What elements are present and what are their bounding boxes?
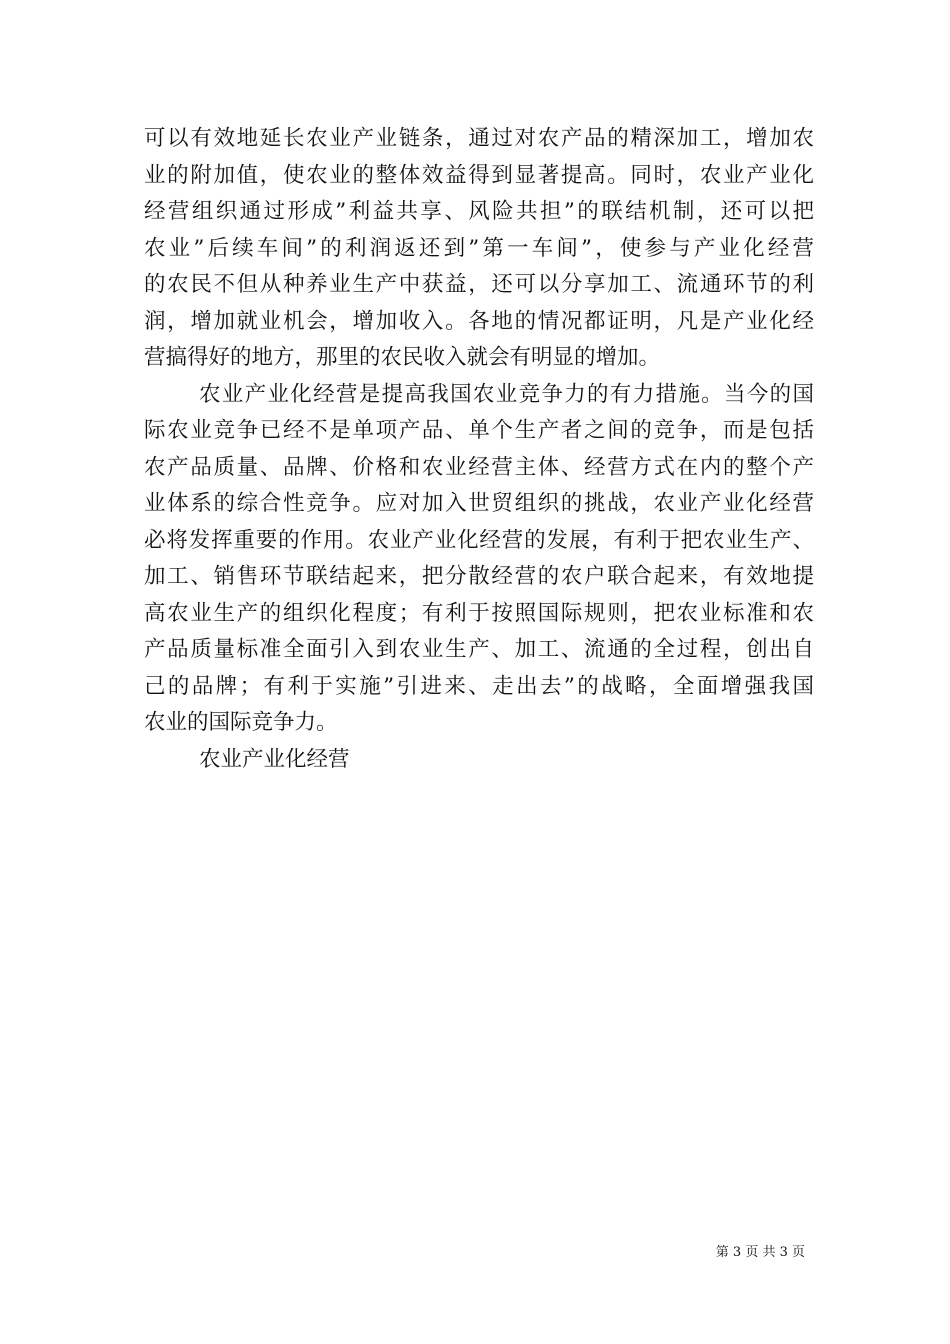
text-line: 农业产业化经营是提高我国农业竞争力的有力措施。当今的国 [199, 381, 814, 407]
text-line: 产品质量标准全面引入到农业生产、加工、流通的全过程，创出自 [144, 637, 814, 662]
text-line: 润，增加就业机会，增加收入。各地的情况都证明，凡是产业化经 [144, 308, 814, 334]
text-line: 农业产业化经营 [199, 746, 350, 772]
text-line: 农业的国际竞争力。 [144, 710, 338, 735]
text-line: 际农业竞争已经不是单项产品、单个生产者之间的竞争，而是包括 [144, 418, 814, 443]
text-line: 必将发挥重要的作用。农业产业化经营的发展，有利于把农业生产、 [144, 527, 814, 553]
text-line: 农业”后续车间”的利润返还到”第一车间”，使参与产业化经营 [144, 235, 814, 261]
paragraph [144, 742, 814, 779]
text-line: 高农业生产的组织化程度；有利于按照国际规则，把农业标准和农 [144, 600, 814, 626]
text-line: 营搞得好的地方，那里的农民收入就会有明显的增加。 [144, 345, 661, 370]
text-line: 经营组织通过形成”利益共享、风险共担”的联结机制，还可以把 [144, 199, 814, 224]
paragraph [144, 121, 814, 377]
text-line: 可以有效地延长农业产业链条，通过对农产品的精深加工，增加农 [144, 126, 814, 151]
text-line: 的农民不但从种养业生产中获益，还可以分享加工、流通环节的利 [144, 272, 814, 297]
paragraph [144, 377, 814, 742]
text-line: 业的附加值，使农业的整体效益得到显著提高。同时，农业产业化 [144, 162, 814, 188]
text-line: 己的品牌；有利于实施”引进来、走出去”的战略，全面增强我国 [144, 673, 814, 699]
text-line: 加工、销售环节联结起来，把分散经营的农户联合起来，有效地提 [144, 564, 814, 589]
body-text [144, 121, 814, 778]
text-line: 农产品质量、品牌、价格和农业经营主体、经营方式在内的整个产 [144, 454, 814, 480]
text-line: 业体系的综合性竞争。应对加入世贸组织的挑战，农业产业化经营 [144, 491, 814, 516]
page-number: 第 3 页 共 3 页 [715, 1245, 805, 1260]
